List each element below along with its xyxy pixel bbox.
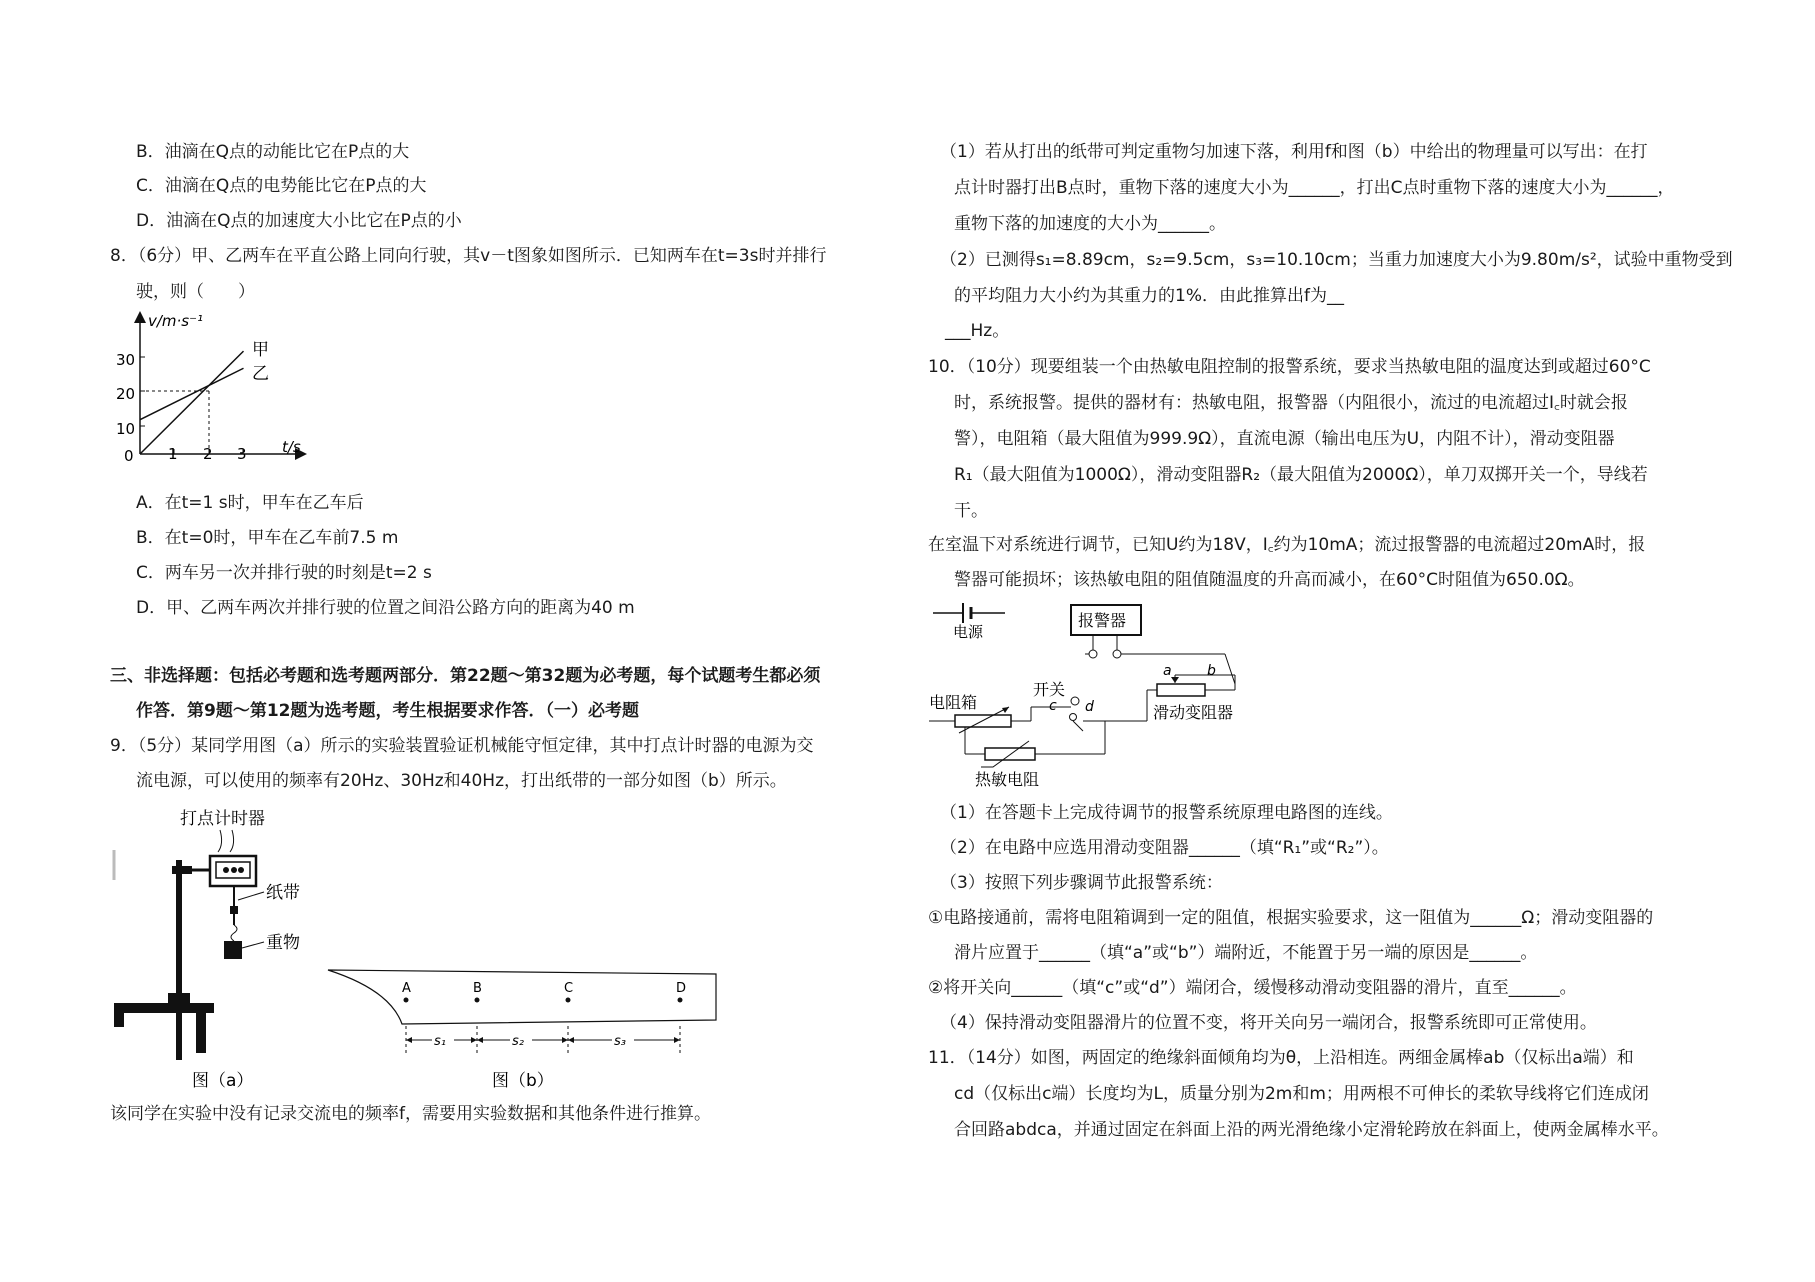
y-tick-30: 30 [116,351,136,369]
terminal-c-label: c [1049,698,1057,714]
rheostat-label: 滑动变阻器 [1153,703,1234,722]
weight-block [224,941,242,959]
option-8a: A．在t=1 s时，甲车在乙车后 [136,493,364,513]
option-7d: D．油滴在Q点的加速度大小比它在P点的小 [136,211,462,231]
option-8d: D．甲、乙两车两次并排行驶的位置之间沿公路方向的距离为40 m [136,598,635,618]
question-10-stem-2: 时，系统报警。提供的器材有：热敏电阻，报警器（内阻很小，流过的电流超过I꜀时就会报 [954,393,1628,413]
x-tick-0: 0 [124,447,134,465]
question-11-stem-3: 合回路abdca，并通过固定在斜面上沿的两光滑绝缘小定滑轮跨放在斜面上，使两金属棒水平。 [954,1120,1669,1140]
rheostat-body [1157,684,1205,696]
q10-part4: （4）保持滑动变阻器滑片的位置不变，将开关向另一端闭合，报警系统即可正常使用。 [940,1013,1597,1033]
figure-b-tape [320,960,720,1100]
section-heading-cont: 作答．第9题～第12题为选考题，考生根据要求作答．（一）必考题 [136,701,639,721]
vt-graph [112,306,312,466]
question-10-conditions: 在室温下对系统进行调节，已知U约为18V，I꜀约为10mA；流过报警器的电流超过20mA时，报 [928,535,1646,555]
y-tick-10: 10 [116,420,136,438]
point-b: B [473,981,482,996]
x-tick-1: 1 [168,445,178,463]
tape-label: 纸带 [266,883,300,903]
q10-step1-cont: 滑片应置于______（填“a”或“b”）端附近，不能置于另一端的原因是______。 [954,943,1538,963]
point-a: A [402,981,411,996]
series-jia-label: 甲 [252,340,269,360]
point-d: D [676,981,687,996]
thermistor-symbol [985,748,1035,760]
tape-outline [328,970,716,1024]
x-tick-3: 3 [237,445,247,463]
question-10-stem-4: R₁（最大阻值为1000Ω），滑动变阻器R₂（最大阻值为2000Ω），单刀双掷开关一个，导线若 [954,465,1648,485]
q9-part1-cont: 点计时器打出B点时，重物下落的速度大小为______，打出C点时重物下落的速度大小为______， [954,178,1675,198]
question-8-stem-cont: 驶，则（ ） [136,282,255,302]
option-7c: C．油滴在Q点的电势能比它在P点的大 [136,176,427,196]
x-tick-2: 2 [203,445,213,463]
q9-part2: （2）已测得s₁=8.89cm，s₂=9.5cm，s₃=10.10cm；当重力加速度大小为9.80m/s²，试验中重物受到 [940,250,1733,270]
q9-part2-cont: 的平均阻力大小约为其重力的1%．由此推算出f为__ [954,286,1344,306]
series-yi-line [140,368,244,419]
x-axis-label: t/s [282,438,301,456]
section-heading: 三、非选择题：包括必考题和选考题两部分．第22题～第32题为必考题，每个试题考生都必须 [110,666,821,686]
q9-part1: （1）若从打出的纸带可判定重物匀加速下落，利用f和图（b）中给出的物理量可以写出：在打 [940,142,1648,162]
q10-step2: ②将开关向______（填“c”或“d”）端闭合，缓慢移动滑动变阻器的滑片，直至______。 [928,978,1577,998]
y-tick-20: 20 [116,385,136,403]
rheostat-a-label: a [1163,663,1172,679]
question-9-stem-cont: 流电源，可以使用的频率有20Hz、30Hz和40Hz，打出纸带的一部分如图（b）所示。 [136,771,787,791]
option-7b: B．油滴在Q点的动能比它在P点的大 [136,142,410,162]
question-10-stem-5: 干。 [954,501,988,521]
stand-pole [176,860,182,1060]
q10-part1: （1）在答题卡上完成待调节的报警系统原理电路图的连线。 [940,803,1393,823]
question-10-stem: 10．（10分）现要组装一个由热敏电阻控制的报警系统，要求当热敏电阻的温度达到或超过60°C [928,357,1651,377]
figure-a-apparatus [110,800,325,1100]
series-yi-label: 乙 [252,364,269,384]
terminal-d-label: d [1085,699,1094,715]
figure-a-caption: 图（a） [192,1071,254,1091]
question-11-stem-2: cd（仅标出c端）长度均为L，质量分别为2m和m；用两根不可伸长的柔软导线将它们连成闭 [954,1084,1649,1104]
resistor-box-label: 电阻箱 [929,693,978,712]
thermistor-label: 热敏电阻 [975,770,1040,789]
q10-step1: ①电路接通前，需将电阻箱调到一定的阻值，根据实验要求，这一阻值为______Ω；滑动变阻器的 [928,908,1654,928]
timer-label: 打点计时器 [180,809,265,829]
y-axis-label: v/m·s⁻¹ [148,312,204,330]
question-8-stem: 8．（6分）甲、乙两车在平直公路上同向行驶，其v－t图象如图所示．已知两车在t=3s时并排行 [110,246,827,266]
question-11-stem: 11．（14分）如图，两固定的绝缘斜面倾角均为θ，上沿相连。两细金属棒ab（仅标出a端）和 [928,1048,1634,1068]
source-label: 电源 [953,623,984,641]
q10-part3: （3）按照下列步骤调节此报警系统： [940,873,1223,893]
option-8c: C．两车另一次并排行驶的时刻是t=2 s [136,563,432,583]
alarm-label: 报警器 [1078,611,1127,630]
point-c: C [564,981,574,996]
q9-part2-cont2: ___Hz。 [945,321,1010,341]
question-10-conditions-cont: 警器可能损坏；该热敏电阻的阻值随温度的升高而减小，在60°C时阻值为650.0Ω。 [954,570,1585,590]
segment-s2: s₂ [512,1034,524,1049]
question-9-note: 该同学在实验中没有记录交流电的频率f，需要用实验数据和其他条件进行推算。 [110,1104,711,1124]
question-9-stem: 9．（5分）某同学用图（a）所示的实验装置验证机械能守恒定律，其中打点计时器的电源为交 [110,736,814,756]
series-jia-line [140,351,244,454]
option-8b: B．在t=0时，甲车在乙车前7.5 m [136,528,399,548]
segment-s3: s₃ [614,1034,626,1049]
q10-part2: （2）在电路中应选用滑动变阻器______（填“R₁”或“R₂”）。 [940,838,1389,858]
q9-part1-cont2: 重物下落的加速度的大小为______。 [954,214,1226,234]
alarm-circuit-diagram [925,595,1270,795]
segment-s1: s₁ [434,1034,446,1049]
question-10-stem-3: 警），电阻箱（最大阻值为999.9Ω），直流电源（输出电压为U，内阻不计），滑动变阻器 [954,429,1615,449]
rheostat-b-label: b [1207,663,1216,679]
switch-label: 开关 [1033,680,1066,699]
figure-b-caption: 图（b） [492,1071,554,1091]
weight-label: 重物 [266,933,300,953]
